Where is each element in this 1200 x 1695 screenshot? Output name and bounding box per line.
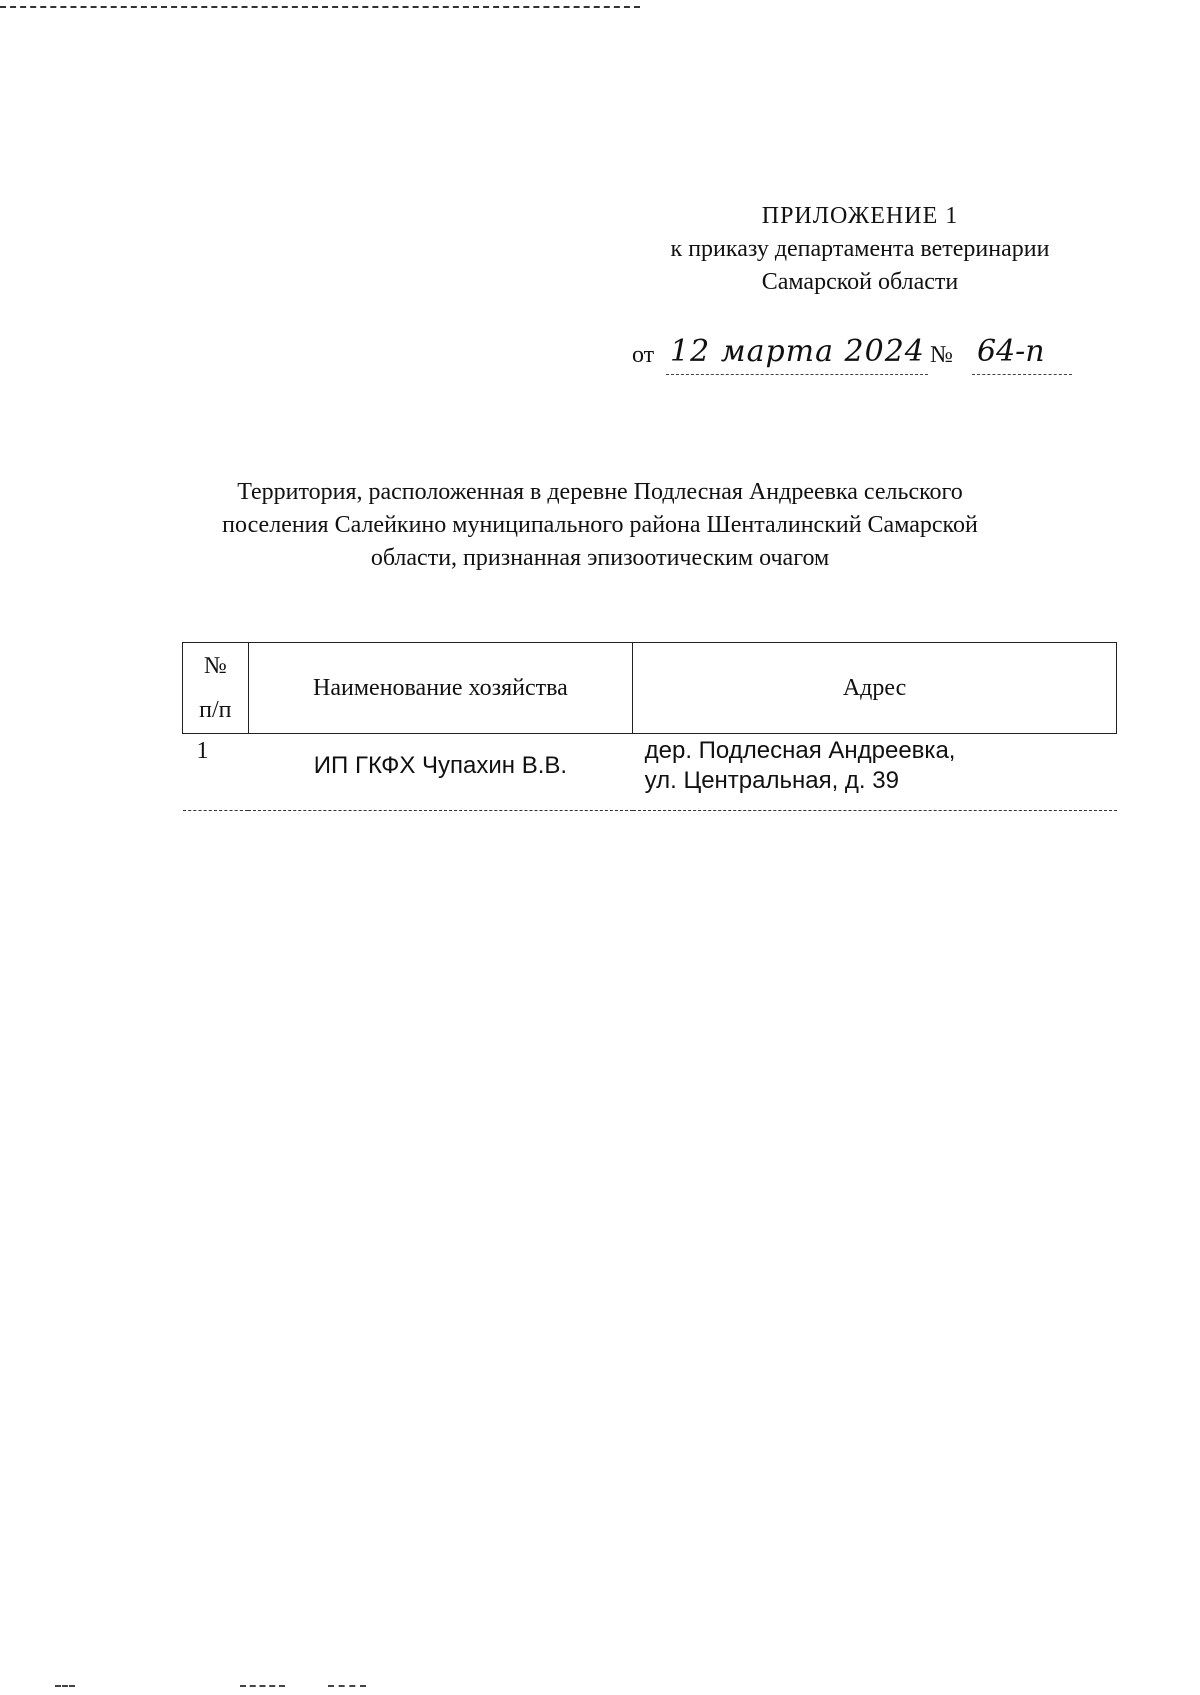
number-sign: № — [930, 342, 953, 368]
column-header-farm-name: Наименование хозяйства — [248, 643, 632, 734]
farm-address — [633, 734, 1117, 811]
date-prefix: от — [632, 342, 655, 368]
date-underline — [666, 374, 928, 375]
scan-edge-dash-bottom — [55, 1685, 75, 1687]
column-header-number-pp: п/п — [199, 697, 232, 723]
column-header-address: Адрес — [633, 643, 1117, 734]
handwritten-order-number: 64-п — [977, 334, 1045, 369]
appendix-header — [600, 200, 1120, 299]
row-number: 1 — [183, 734, 249, 811]
heading-line-2: поселения Салейкино муниципального района Шенталинский Самарской — [222, 512, 978, 538]
document-heading — [150, 476, 1050, 575]
table-row — [183, 734, 1117, 811]
column-header-number — [183, 643, 249, 734]
order-date-row — [632, 330, 1132, 380]
address-line-2: ул. Центральная, д. 39 — [644, 767, 899, 794]
heading-line-1: Территория, расположенная в деревне Подлесная Андреевка сельского — [237, 479, 963, 505]
farms-table — [182, 642, 1117, 811]
appendix-order-ref: к приказу департамента ветеринарии — [670, 236, 1050, 262]
appendix-title: ПРИЛОЖЕНИЕ 1 — [761, 203, 959, 229]
scan-edge-dash-bottom — [328, 1685, 366, 1687]
column-header-number-sign: № — [203, 653, 227, 679]
scan-edge-dashes-top — [0, 6, 640, 8]
number-underline — [972, 374, 1072, 375]
heading-line-3: области, признанная эпизоотическим очагом — [370, 545, 830, 571]
table-header-row — [183, 643, 1117, 734]
handwritten-date: 12 марта 2024 — [670, 334, 925, 369]
appendix-region: Самарской области — [761, 269, 959, 295]
address-line-1: дер. Подлесная Андреевка, — [644, 737, 956, 764]
scan-edge-dash-bottom — [240, 1685, 285, 1687]
farm-name: ИП ГКФХ Чупахин В.В. — [248, 734, 632, 811]
